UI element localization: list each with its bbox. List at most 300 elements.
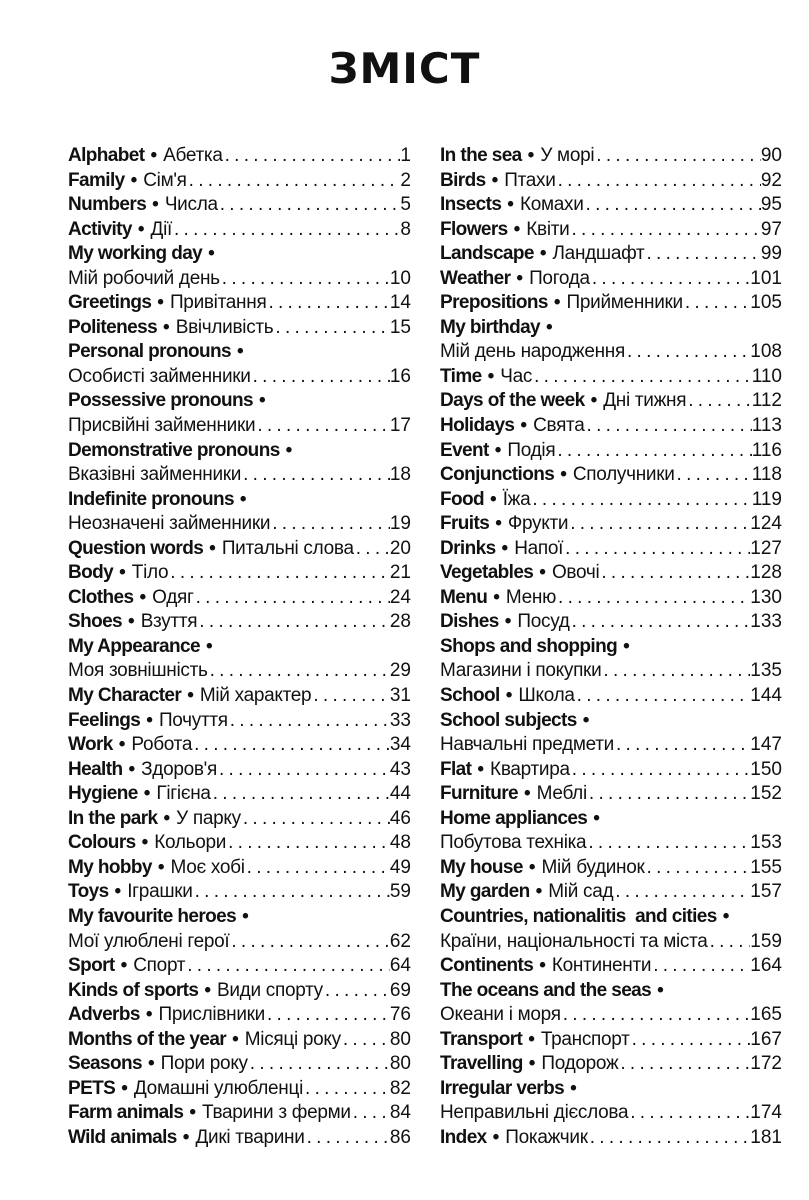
toc-entry[interactable] — [440, 242, 782, 267]
entry-ukrainian: Мій будинок — [541, 856, 645, 878]
entry-english: Fruits — [440, 513, 490, 535]
entry-ukrainian: Спорт — [133, 955, 186, 977]
toc-entry[interactable] — [440, 610, 782, 635]
entry-page: 34 — [389, 734, 411, 756]
entry-english: Flowers — [440, 218, 508, 240]
toc-entry-heading[interactable] — [68, 905, 411, 930]
entry-page: 17 — [389, 415, 411, 437]
entry-page: 118 — [751, 464, 782, 486]
bullet-separator: • — [487, 365, 495, 387]
toc-entry[interactable] — [440, 463, 782, 488]
entry-english: Home appliances — [440, 807, 588, 829]
entry-page: 59 — [389, 881, 411, 903]
toc-entry[interactable] — [440, 488, 782, 513]
entry-english: Weather — [440, 267, 511, 289]
toc-entry[interactable] — [68, 733, 411, 758]
dot-leader — [193, 880, 390, 905]
toc-entry-heading[interactable] — [440, 1077, 782, 1102]
toc-entry[interactable] — [68, 218, 411, 243]
bullet-separator: • — [560, 464, 567, 486]
bullet-separator: • — [128, 758, 136, 780]
entry-page: 49 — [389, 856, 411, 878]
entry-english: Transport — [440, 1028, 523, 1050]
toc-entry-heading[interactable] — [440, 905, 782, 930]
entry-page: 86 — [389, 1126, 411, 1148]
toc-entry[interactable] — [68, 1101, 411, 1126]
bullet-separator: • — [539, 562, 546, 584]
entry-english: Travelling — [440, 1053, 523, 1075]
entry-page: 28 — [389, 611, 411, 633]
bullet-separator: • — [582, 709, 590, 731]
entry-ukrainian: Місяці року — [244, 1028, 341, 1050]
toc-entry[interactable] — [68, 1052, 411, 1077]
entry-english: Politeness — [68, 316, 158, 338]
entry-ukrainian: Птахи — [504, 169, 556, 191]
toc-entry[interactable] — [440, 561, 782, 586]
dot-leader — [686, 389, 752, 414]
entry-ukrainian: Моє хобі — [170, 856, 245, 878]
dot-leader — [628, 1101, 750, 1126]
dot-leader — [194, 586, 390, 611]
entry-page: 116 — [751, 439, 782, 461]
entry-english: Family — [68, 169, 125, 191]
entry-english: Hygiene — [68, 783, 138, 805]
entry-ukrainian: Сполучники — [572, 464, 675, 486]
entry-page: 128 — [750, 562, 782, 584]
toc-entry[interactable] — [440, 733, 782, 758]
dot-leader — [229, 930, 390, 955]
toc-entry[interactable] — [68, 954, 411, 979]
entry-ukrainian: Почуття — [158, 709, 228, 731]
entry-page: 155 — [750, 856, 782, 878]
entry-page: 101 — [750, 267, 782, 289]
toc-entry[interactable] — [440, 856, 782, 881]
entry-page: 105 — [750, 292, 782, 314]
toc-entry[interactable] — [68, 414, 411, 439]
bullet-separator: • — [157, 292, 164, 314]
toc-entry[interactable] — [440, 193, 782, 218]
toc-entry[interactable] — [440, 1052, 782, 1077]
dot-leader — [303, 1077, 390, 1102]
toc-entry[interactable] — [440, 930, 782, 955]
entry-ukrainian: Континенти — [551, 955, 652, 977]
entry-page: 15 — [389, 316, 411, 338]
toc-entry[interactable] — [68, 193, 411, 218]
entry-ukrainian: Вказівні займенники — [68, 464, 242, 486]
entry-english: Feelings — [68, 709, 141, 731]
toc-entry[interactable] — [68, 1028, 411, 1053]
toc-entry[interactable] — [68, 1077, 411, 1102]
dot-leader — [245, 856, 390, 881]
entry-english: Health — [68, 758, 123, 780]
bullet-separator: • — [493, 586, 500, 608]
bullet-separator: • — [143, 783, 151, 805]
entry-ukrainian: Країни, національності та міста — [440, 930, 708, 952]
entry-page: 159 — [750, 930, 782, 952]
bullet-separator: • — [189, 1102, 196, 1124]
dot-leader — [683, 291, 750, 316]
toc-entry[interactable] — [68, 1003, 411, 1028]
entry-page: 153 — [750, 832, 782, 854]
toc-entry-heading[interactable] — [68, 242, 411, 267]
entry-page: 97 — [760, 218, 782, 240]
entry-ukrainian: Дні тижня — [603, 390, 687, 412]
entry-english: Shops and shopping — [440, 635, 618, 657]
dot-leader — [341, 1028, 390, 1053]
entry-ukrainian: Мій сад — [548, 881, 614, 903]
entry-english: Event — [440, 439, 489, 461]
dot-leader — [630, 1028, 751, 1053]
bullet-separator: • — [570, 1077, 577, 1099]
bullet-separator: • — [477, 758, 485, 780]
toc-entry[interactable] — [440, 1028, 782, 1053]
bullet-separator: • — [141, 832, 149, 854]
bullet-separator: • — [495, 513, 502, 535]
toc-entry[interactable] — [440, 340, 782, 365]
toc-entry[interactable] — [68, 758, 411, 783]
bullet-separator: • — [242, 905, 249, 927]
toc-entry[interactable] — [440, 512, 782, 537]
toc-entry[interactable] — [68, 856, 411, 881]
dot-leader — [208, 659, 390, 684]
entry-ukrainian: Робота — [131, 734, 193, 756]
toc-entry[interactable] — [68, 831, 411, 856]
entry-english: Kinds of sports — [68, 979, 199, 1001]
bullet-separator: • — [539, 243, 547, 265]
entry-page: 5 — [400, 194, 411, 216]
entry-ukrainian: Домашні улюбленці — [133, 1077, 304, 1099]
toc-entry[interactable] — [68, 709, 411, 734]
dot-leader — [168, 561, 390, 586]
entry-english: Prepositions — [440, 292, 548, 314]
dot-leader — [305, 1126, 390, 1151]
entry-page: 31 — [389, 685, 411, 707]
dot-leader — [556, 169, 761, 194]
toc-entry[interactable] — [68, 144, 411, 169]
entry-english: My working day — [68, 243, 203, 265]
dot-leader — [708, 930, 751, 955]
entry-english: Farm animals — [68, 1102, 184, 1124]
toc-entry[interactable] — [68, 586, 411, 611]
entry-english: Possessive pronouns — [68, 390, 254, 412]
toc-entry[interactable] — [68, 782, 411, 807]
toc-entry[interactable] — [68, 463, 411, 488]
entry-ukrainian: Прислівники — [158, 1004, 265, 1026]
dot-leader — [266, 291, 389, 316]
entry-page: 167 — [750, 1028, 782, 1050]
entry-ukrainian: Меблі — [536, 783, 587, 805]
bullet-separator: • — [205, 635, 213, 657]
toc-column-right — [440, 144, 782, 1150]
dot-leader — [172, 218, 400, 243]
entry-page: 144 — [750, 685, 782, 707]
entry-page: 16 — [389, 365, 411, 387]
bullet-separator: • — [139, 586, 147, 608]
toc-entry[interactable] — [68, 512, 411, 537]
toc-entry[interactable] — [440, 684, 782, 709]
bullet-separator: • — [520, 415, 528, 437]
dot-leader — [586, 831, 750, 856]
entry-english: Irregular verbs — [440, 1077, 565, 1099]
dot-leader — [273, 316, 389, 341]
toc-entry[interactable] — [440, 1126, 782, 1151]
bullet-separator: • — [513, 218, 521, 240]
bullet-separator: • — [119, 562, 126, 584]
bullet-separator: • — [593, 807, 600, 829]
entry-ukrainian: Напої — [514, 537, 564, 559]
entry-ukrainian: Час — [500, 365, 533, 387]
dot-leader — [614, 733, 750, 758]
entry-ukrainian: Види спорту — [217, 979, 323, 1001]
entry-ukrainian: Квартира — [490, 758, 570, 780]
bullet-separator: • — [163, 807, 171, 829]
bullet-separator: • — [516, 267, 524, 289]
entry-english: Drinks — [440, 537, 496, 559]
entry-english: Landscape — [440, 243, 534, 265]
dot-leader — [217, 758, 390, 783]
entry-ukrainian: Здоров'я — [141, 758, 217, 780]
entry-page: 18 — [389, 464, 411, 486]
toc-entry-heading[interactable] — [68, 340, 411, 365]
entry-page: 127 — [750, 537, 782, 559]
page-title: ЗМІСТ — [328, 44, 481, 93]
entry-ukrainian: Школа — [518, 685, 575, 707]
toc-entry[interactable] — [68, 807, 411, 832]
dot-leader — [228, 709, 390, 734]
dot-leader — [568, 512, 750, 537]
bullet-separator: • — [147, 1053, 155, 1075]
entry-page: 152 — [750, 783, 782, 805]
entry-english: Colours — [68, 832, 136, 854]
entry-english: Vegetables — [440, 562, 534, 584]
toc-entry[interactable] — [68, 169, 411, 194]
dot-leader — [185, 954, 390, 979]
entry-english: Dishes — [440, 611, 499, 633]
entry-page: 84 — [389, 1102, 411, 1124]
dot-leader — [248, 1052, 390, 1077]
entry-ukrainian: Неправильні дієслова — [440, 1102, 629, 1124]
toc-entry[interactable] — [68, 1126, 411, 1151]
entry-english: My house — [440, 856, 523, 878]
bullet-separator: • — [527, 145, 535, 166]
entry-page: 21 — [389, 562, 411, 584]
toc-entry[interactable] — [440, 782, 782, 807]
toc-entry[interactable] — [440, 439, 782, 464]
dot-leader — [241, 807, 390, 832]
entry-ukrainian: Фрукти — [507, 513, 569, 535]
bullet-separator: • — [209, 537, 216, 559]
entry-english: My favourite heroes — [68, 905, 237, 927]
entry-english: In the sea — [440, 145, 522, 166]
bullet-separator: • — [494, 439, 502, 461]
bullet-separator: • — [163, 316, 170, 338]
bullet-separator: • — [501, 537, 509, 559]
toc-entry[interactable] — [440, 414, 782, 439]
dot-leader — [220, 267, 390, 292]
entry-english: Question words — [68, 537, 204, 559]
dot-leader — [601, 659, 750, 684]
bullet-separator: • — [120, 955, 128, 977]
toc-entry[interactable] — [440, 1003, 782, 1028]
bullet-separator: • — [524, 783, 531, 805]
bullet-separator: • — [121, 1077, 128, 1099]
toc-entry[interactable] — [68, 365, 411, 390]
toc-entry[interactable] — [440, 537, 782, 562]
entry-page: 119 — [751, 488, 782, 510]
entry-page: 64 — [389, 955, 411, 977]
entry-page: 14 — [389, 292, 411, 314]
toc-entry-heading[interactable] — [440, 635, 782, 660]
entry-page: 133 — [750, 611, 782, 633]
dot-leader — [584, 193, 761, 218]
dot-leader — [599, 561, 750, 586]
toc-entry[interactable] — [440, 831, 782, 856]
dot-leader — [587, 782, 750, 807]
entry-ukrainian: Мій робочий день — [68, 267, 220, 289]
dot-leader — [192, 733, 390, 758]
toc-entry[interactable] — [68, 979, 411, 1004]
dot-leader — [645, 856, 751, 881]
entry-ukrainian: Погода — [529, 267, 590, 289]
bullet-separator: • — [590, 390, 598, 412]
entry-english: Months of the year — [68, 1028, 227, 1050]
dot-leader — [532, 365, 752, 390]
bullet-separator: • — [528, 1053, 536, 1075]
toc-entry-heading[interactable] — [440, 709, 782, 734]
entry-english: Indefinite pronouns — [68, 488, 234, 510]
toc-entry[interactable] — [440, 586, 782, 611]
bullet-separator: • — [150, 145, 158, 166]
entry-ukrainian: Мій характер — [199, 685, 312, 707]
entry-page: 10 — [389, 267, 411, 289]
dot-leader — [594, 144, 761, 169]
entry-ukrainian: Прийменники — [566, 292, 683, 314]
entry-page: 90 — [760, 145, 782, 166]
toc-entry[interactable] — [68, 659, 411, 684]
entry-english: My garden — [440, 881, 530, 903]
toc-entry[interactable] — [68, 684, 411, 709]
entry-ukrainian: Побутова техніка — [440, 832, 587, 854]
toc-entry[interactable] — [440, 291, 782, 316]
toc-entry[interactable] — [440, 954, 782, 979]
entry-page: 82 — [389, 1077, 411, 1099]
toc-entry[interactable] — [68, 316, 411, 341]
toc-entry[interactable] — [440, 659, 782, 684]
toc-entry-heading[interactable] — [440, 807, 782, 832]
toc-entry-heading[interactable] — [68, 635, 411, 660]
entry-page: 108 — [750, 341, 782, 363]
toc-entry[interactable] — [440, 758, 782, 783]
toc-entry-heading[interactable] — [68, 488, 411, 513]
entry-ukrainian: Іграшки — [127, 881, 193, 903]
entry-ukrainian: Неозначені займенники — [68, 513, 271, 535]
entry-ukrainian: Посуд — [517, 611, 570, 633]
toc-entry[interactable] — [68, 537, 411, 562]
entry-ukrainian: Присвійні займенники — [68, 415, 256, 437]
toc-entry[interactable] — [68, 930, 411, 955]
dot-leader — [323, 979, 390, 1004]
entry-page: 99 — [760, 243, 782, 265]
toc-entry[interactable] — [68, 610, 411, 635]
entry-english: Body — [68, 562, 114, 584]
toc-entry[interactable] — [68, 880, 411, 905]
entry-page: 92 — [760, 169, 782, 191]
entry-ukrainian: Комахи — [519, 194, 584, 216]
entry-ukrainian: Питальні слова — [221, 537, 354, 559]
entry-ukrainian: Привітання — [169, 292, 267, 314]
toc-entry-heading[interactable] — [68, 389, 411, 414]
entry-page: 2 — [400, 169, 411, 191]
entry-page: 20 — [389, 537, 411, 559]
bullet-separator: • — [722, 905, 730, 927]
toc-entry[interactable] — [440, 1101, 782, 1126]
toc-entry[interactable] — [440, 365, 782, 390]
entry-ukrainian: Покажчик — [505, 1126, 588, 1148]
toc-entry[interactable] — [440, 169, 782, 194]
entry-english: School — [440, 685, 500, 707]
entry-page: 110 — [751, 365, 782, 387]
entry-page: 165 — [750, 1004, 782, 1026]
entry-english: Activity — [68, 218, 132, 240]
bullet-separator: • — [145, 1004, 153, 1026]
bullet-separator: • — [204, 979, 211, 1001]
entry-ukrainian: Їжа — [502, 488, 531, 510]
toc-entry-heading[interactable] — [440, 316, 782, 341]
bullet-separator: • — [187, 685, 194, 707]
bullet-separator: • — [528, 1028, 535, 1050]
dot-leader — [270, 512, 390, 537]
entry-english: Greetings — [68, 292, 152, 314]
toc-entry-heading[interactable] — [68, 439, 411, 464]
toc-entry[interactable] — [440, 218, 782, 243]
entry-english: Adverbs — [68, 1004, 140, 1026]
bullet-separator: • — [504, 611, 512, 633]
toc-entry[interactable] — [440, 267, 782, 292]
entry-ukrainian: Магазини і покупки — [440, 660, 602, 682]
bullet-separator: • — [236, 341, 244, 363]
bullet-separator: • — [259, 390, 266, 412]
entry-ukrainian: Навчальні предмети — [440, 734, 614, 756]
entry-ukrainian: Тіло — [131, 562, 169, 584]
toc-entry[interactable] — [68, 561, 411, 586]
entry-ukrainian: Подорож — [541, 1053, 619, 1075]
bullet-separator: • — [182, 1126, 190, 1148]
dot-leader — [575, 684, 751, 709]
entry-english: Menu — [440, 586, 488, 608]
dot-leader — [311, 684, 390, 709]
toc-entry[interactable] — [68, 267, 411, 292]
entry-english: My Appearance — [68, 635, 200, 657]
entry-english: Demonstrative pronouns — [68, 439, 280, 461]
toc-entry[interactable] — [440, 144, 782, 169]
entry-page: 80 — [389, 1053, 411, 1075]
dot-leader — [561, 1003, 751, 1028]
entry-page: 124 — [750, 513, 782, 535]
bullet-separator: • — [239, 488, 247, 510]
entry-ukrainian: Мій день народження — [440, 341, 625, 363]
toc-entry-heading[interactable] — [440, 979, 782, 1004]
toc-entry[interactable] — [440, 880, 782, 905]
bullet-separator: • — [146, 709, 153, 731]
toc-entry[interactable] — [68, 291, 411, 316]
toc-entry[interactable] — [440, 389, 782, 414]
bullet-separator: • — [492, 1126, 500, 1148]
bullet-separator: • — [539, 955, 546, 977]
entry-ukrainian: Числа — [164, 194, 218, 216]
entry-page: 80 — [389, 1028, 411, 1050]
entry-page: 1 — [400, 145, 411, 166]
entry-ukrainian: Одяг — [152, 586, 194, 608]
